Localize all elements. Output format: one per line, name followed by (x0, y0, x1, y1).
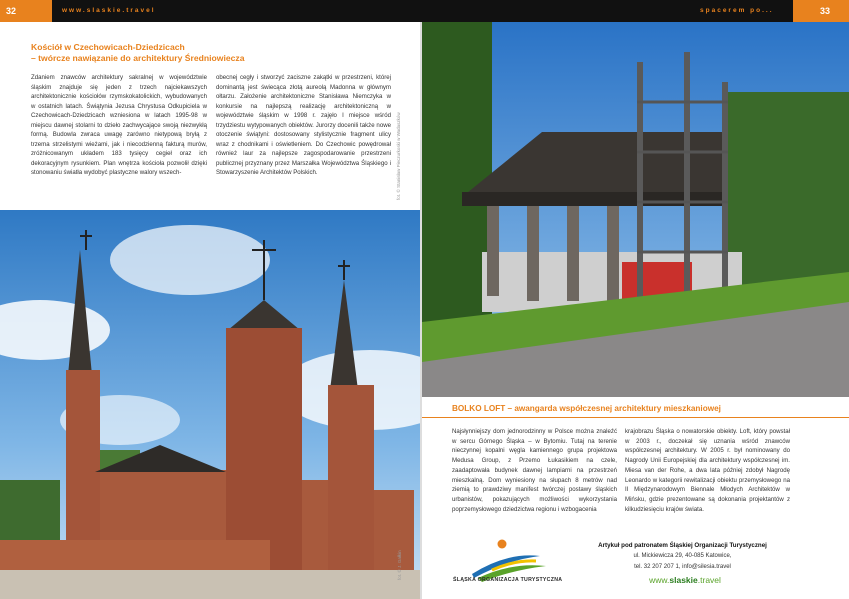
left-article-title (31, 42, 361, 64)
left-page-number: 32 (0, 0, 52, 22)
contact-block (580, 540, 785, 573)
right-article-title: BOLKO LOFT – awangarda współczesnej architektury mieszkaniowej (452, 404, 721, 413)
phone-email-line: tel. 32 207 207 1, info@silesia.travel (634, 564, 731, 570)
right-page-number: 33 (793, 0, 849, 22)
website-link[interactable] (630, 575, 740, 585)
right-running-title: spacerem po... (700, 7, 774, 14)
left-title-line2: – twórcze nawiązanie do architektury Średniowiecza (31, 53, 245, 63)
right-article-column-2: krajobrazu Śląska o nowatorskie obiekty. Loft, który powstał w 2003 r., doczekał się uznania wśród znawców współczesnej architektury. W 2005 r. był nominowany do Nagrody Unii Europejskiej dla architektury współczesnej im. Miesa van der Rohe, a dwa lata później zdobył Nagrodę Leonardo w kategorii rewitalizacji obiektu przemysłowego na II Międzynarodowym Biennale Młodych Architektów w Mińsku, gdzie prezentowane są dokonania projektantów z kilkudziesięciu krajów świata. (625, 428, 790, 513)
www-brand: slaskie (669, 575, 698, 585)
left-article-column-2: obecnej cegły i stworzyć zaciszne zakątki w przestrzeni, której dominantą jest świecąca złotą aureolą Madonna w głównym ołtarzu. Założenie architektoniczne Stanisława Niemczyka w konkursie na najlepszą realizację architektoniczną w województwie śląskim w 1998 r. zajęło I miejsce wśród trzydziestu wytypowanych obiektów. Jurorzy docenili także nowe otoczenie świątyni: dostosowany stylistycznie fragment ulicy wraz z chodnikami i oświetleniem. Do Czechowic powędrował również laur za najlepsze zagospodarowanie przestrzeni publicznej przyznany przez Marszałka Województwa Śląskiego i Stowarzyszenie Architektów Polskich. (216, 74, 391, 177)
photo-credit-top: fot. © Stanisław Pieczurkoski w Wadaszków (396, 112, 401, 200)
org-name: ŚLĄSKA ORGANIZACJA TURYSTYCZNA (453, 577, 563, 583)
right-article-column-1: Najsłynniejszy dom jednorodzinny w Polsce można znaleźć w sercu Górnego Śląska – w Bytomiu. Tutaj na terenie nieczynnej kopalni węgla kamiennego grupa projektowa Medusa Group, z Przemo Łukasikiem na czele, zaadaptowała budynek dawnej lampiarni na przestrzeń mieszkalną. Dom wyniesiony na słupach 8 metrów nad ziemią to prawdziwy manifest twórczej postawy śląskich urbanistów, pokazujących możliwości wykorzystania poprzemysłowego dziedzictwa regionu i wzbogacenia (452, 428, 617, 513)
loft-photo (422, 22, 849, 397)
right-title-rule (422, 417, 849, 418)
www-prefix: www. (649, 575, 670, 585)
patronage-line: Artykuł pod patronatem Śląskiej Organizacji Turystycznej (598, 542, 767, 549)
photo-credit-bottom: fot. © J. Gałkin (397, 550, 402, 580)
left-running-title: www.slaskie.travel (62, 7, 156, 14)
left-article-column-1: Zdaniem znawców architektury sakralnej w województwie śląskim znajduje się jeden z trzech najciekawszych architektonicznie kościołów rzymskokatolickich, wybudowanych w ostatnich latach. Świątynia Jezusa Chrystusa Odkupiciela w Czechowicach-Dziedzicach wzniesiona w latach 1995-98 w miejscu dawnej stolarni to dzieło zachwycające swoją niezwykłą formą. Budowla zwraca uwagę zarówno nietypową bryłą z trzema strzelistymi wieżami, jak i niecodzienną fakturą murów, zróżnicowanym układem 183 tysięcy cegieł oraz ich dekoracyjnym rysunkiem. Plan wnętrza kościoła pozwolił dzięki stonowaniu światła wydobyć plastyczne walory wszech- (31, 74, 207, 177)
church-photo (0, 210, 420, 599)
left-title-line1: Kościół w Czechowicach-Dziedzicach (31, 42, 185, 52)
address-line: ul. Mickiewicza 29, 40-085 Katowice, (633, 553, 732, 559)
www-suffix: .travel (697, 575, 721, 585)
